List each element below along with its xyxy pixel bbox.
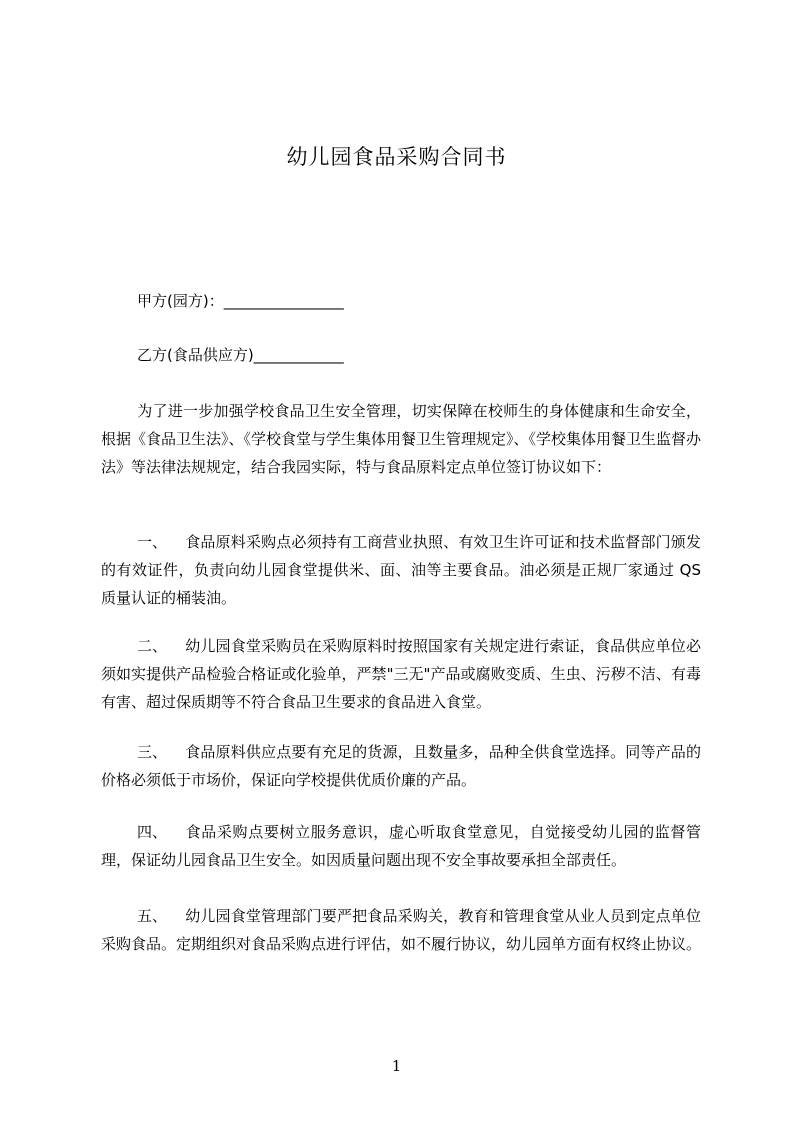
clause-number: 四、 bbox=[137, 823, 168, 841]
intro-text: 为了进一步加强学校食品卫生安全管理，切实保障在校师生的身体健康和生命安全，根据《食品卫生法》、《学校食堂与学生集体用餐卫生管理规定》、《学校集体用餐卫生监督办法》等法律法规规定，结合我园实际，特与食品原料定点单位签订协议如下： bbox=[101, 402, 702, 476]
clause-3 bbox=[101, 738, 701, 794]
clause-number: 五、 bbox=[137, 907, 168, 925]
clause-2 bbox=[101, 632, 701, 716]
clause-text: 幼儿园食堂管理部门要严把食品采购关，教育和管理食堂从业人员到定点单位采购食品。定期组织对食品采购点进行评估，如不履行协议，幼儿园单方面有权终止协议。 bbox=[101, 907, 702, 953]
clause-number: 一、 bbox=[137, 533, 168, 551]
clause-text: 幼儿园食堂采购员在采购原料时按照国家有关规定进行索证，食品供应单位必须如实提供产品检验合格证或化验单，严禁"三无"产品或腐败变质、生虫、污秽不洁、有毒有害、超过保质期等不符合食品卫生要求的食品进入食堂。 bbox=[101, 637, 701, 711]
clause-5 bbox=[101, 902, 701, 958]
intro-paragraph bbox=[101, 397, 701, 481]
page-number: 1 bbox=[391, 1057, 402, 1075]
party-a-line: 甲方(园方)：________________ bbox=[137, 292, 344, 310]
clause-text: 食品原料供应点要有充足的货源，且数量多，品种全供食堂选择。同等产品的价格必须低于市场价，保证向学校提供优质价廉的产品。 bbox=[101, 743, 701, 789]
party-b-line: 乙方(食品供应方)____________ bbox=[137, 346, 344, 364]
clause-text: 食品采购点要树立服务意识，虚心听取食堂意见，自觉接受幼儿园的监督管理，保证幼儿园食品卫生安全。如因质量问题出现不安全事故要承担全部责任。 bbox=[101, 823, 701, 869]
clause-1 bbox=[101, 528, 701, 612]
clause-4 bbox=[101, 818, 701, 874]
clause-number: 三、 bbox=[137, 743, 168, 761]
clause-text: 食品原料采购点必须持有工商营业执照、有效卫生许可证和技术监督部门颁发的有效证件，负责向幼儿园食堂提供米、面、油等主要食品。油必须是正规厂家通过 QS 质量认证的桶装油。 bbox=[101, 533, 701, 607]
document-title: 幼儿园食品采购合同书 bbox=[286, 145, 507, 169]
clause-number: 二、 bbox=[137, 637, 168, 655]
